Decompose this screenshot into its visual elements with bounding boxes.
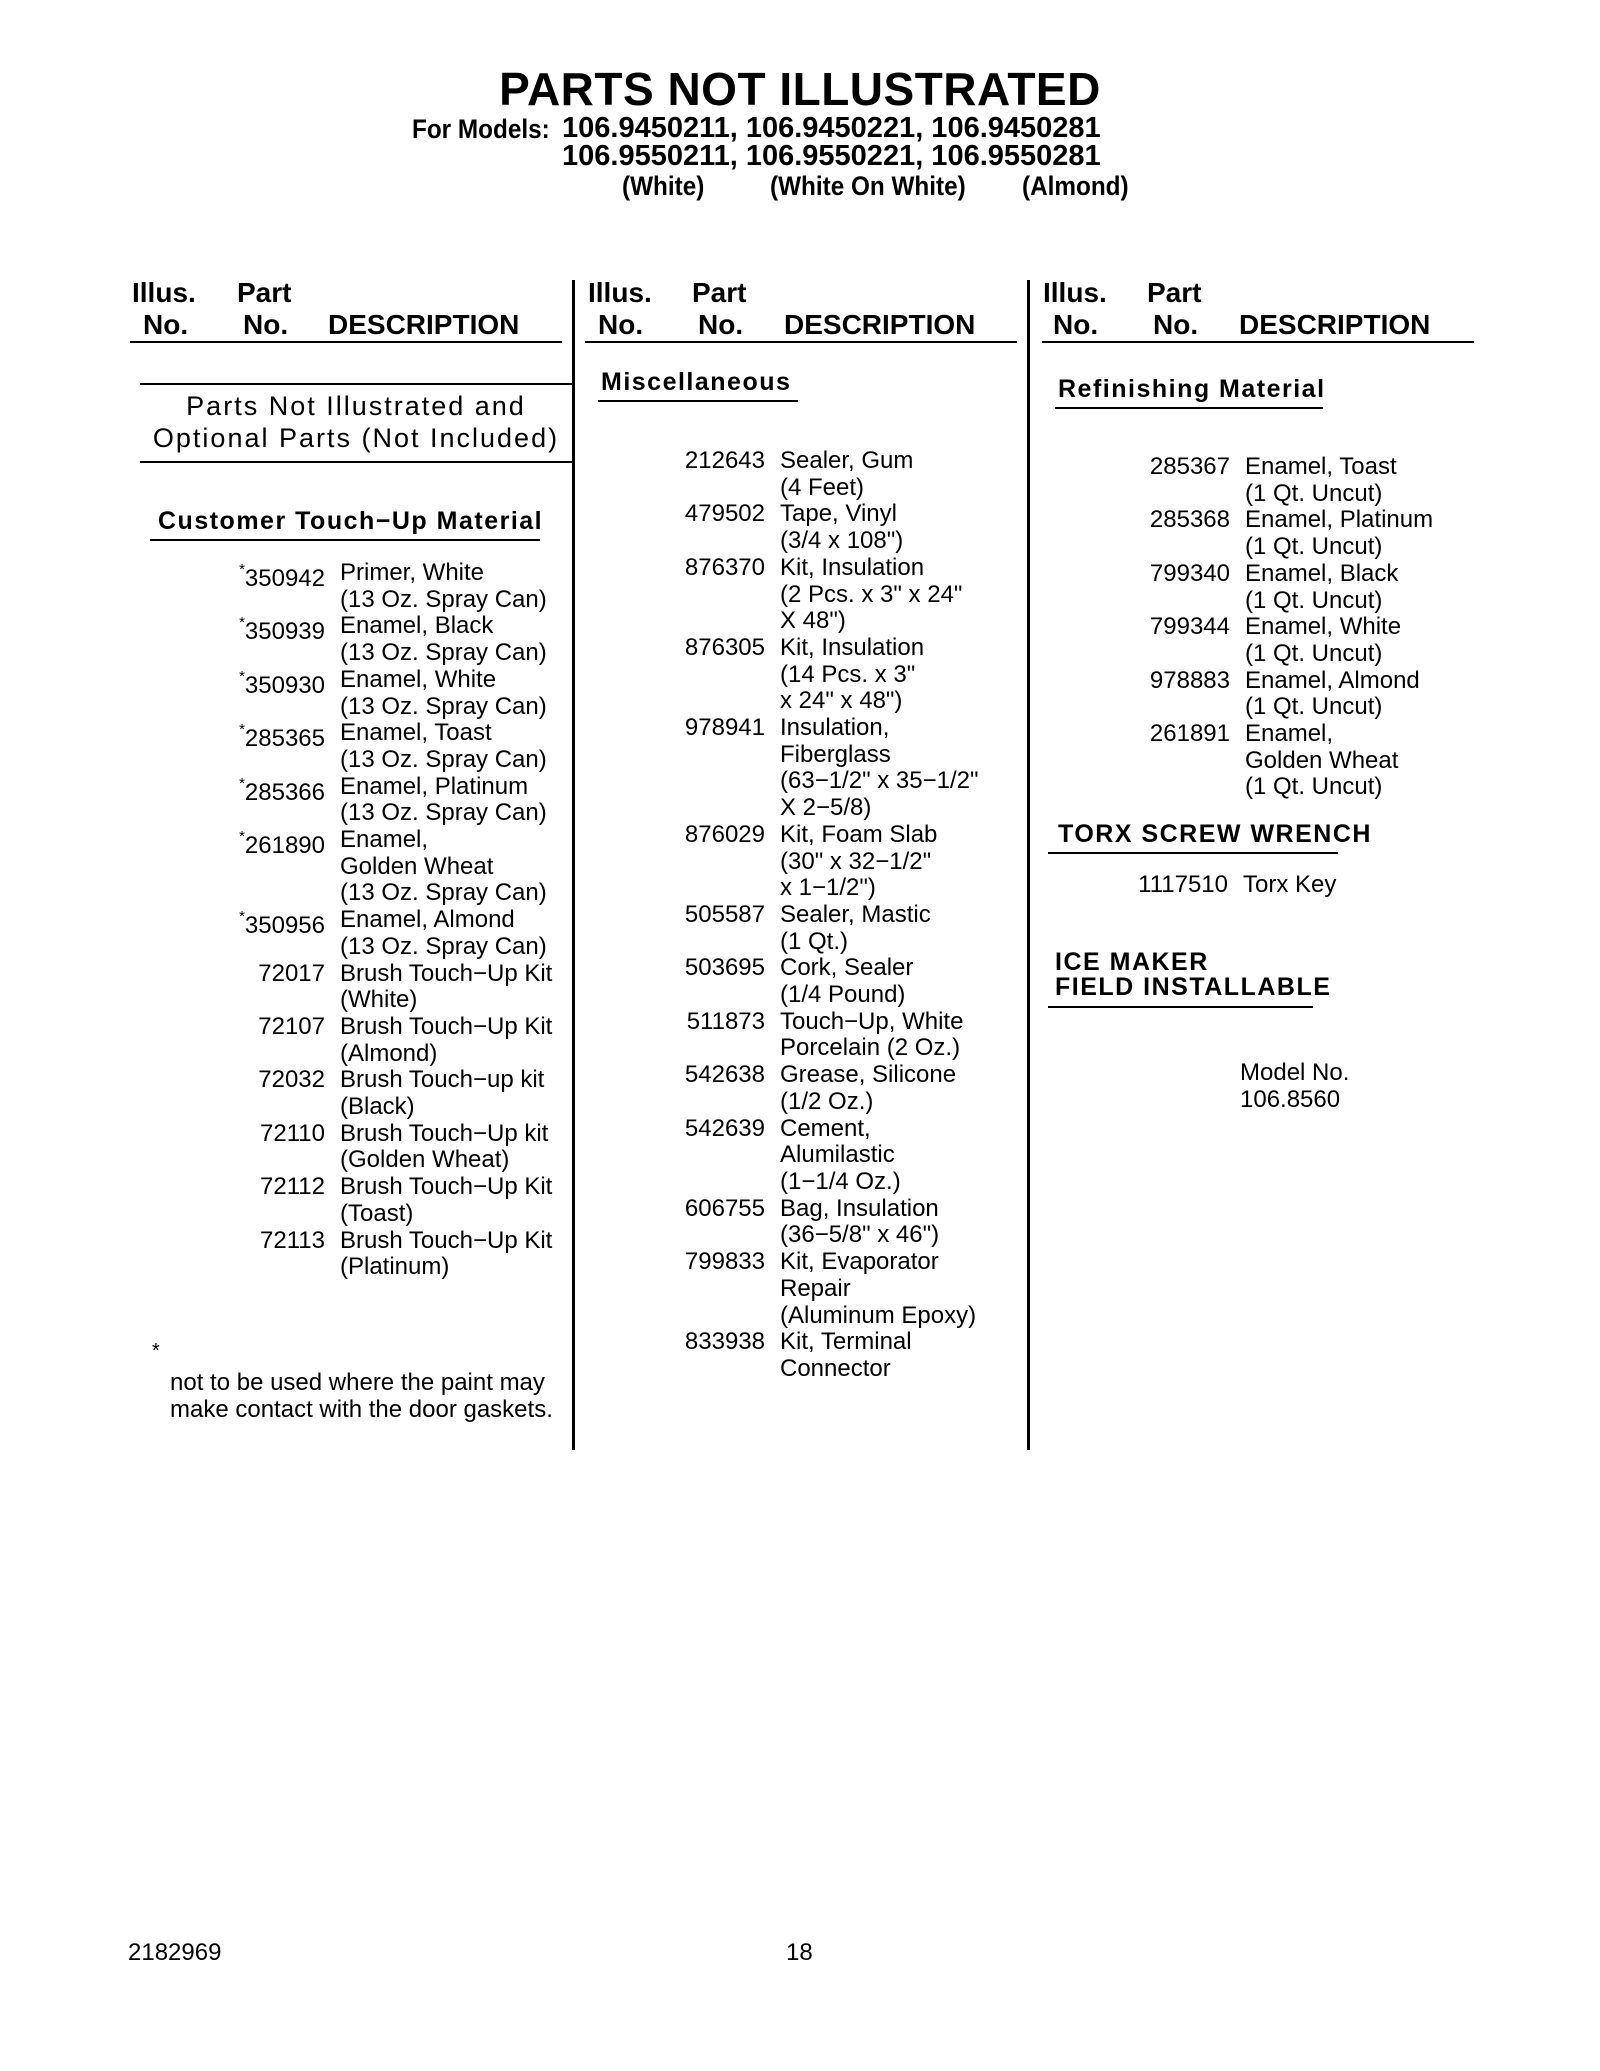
- part-description: [765, 1116, 901, 1196]
- description-header: DESCRIPTION: [1239, 309, 1431, 340]
- description-line: Enamel, White: [1245, 613, 1402, 641]
- description-line: Kit, Insulation: [780, 553, 925, 581]
- model-no-label: Model No.: [1240, 1059, 1350, 1086]
- description-line: Enamel,: [340, 826, 429, 854]
- part-number-text: 72112: [260, 1173, 325, 1201]
- part-description: [1230, 721, 1398, 801]
- part-description: [765, 902, 931, 955]
- part-number: [230, 560, 325, 613]
- description-line: (36−5/8" x 46"): [780, 1221, 940, 1249]
- part-row: [230, 667, 552, 720]
- section-rule-torx: [1048, 852, 1338, 854]
- description-line: (Toast): [340, 1199, 414, 1227]
- description-line: (Platinum): [340, 1253, 450, 1281]
- description-line: (2 Pcs. x 3" x 24": [780, 580, 963, 608]
- part-number: [1130, 614, 1230, 667]
- part-number-text: 350930: [244, 671, 325, 699]
- description-line: (13 Oz. Spray Can): [340, 745, 547, 773]
- part-number: [660, 448, 765, 501]
- description-line: x 1−1/2"): [780, 874, 876, 902]
- part-description: [325, 1067, 544, 1120]
- color-white: (White): [622, 171, 705, 201]
- part-description: [765, 822, 937, 902]
- part-description: [325, 907, 547, 960]
- description-line: (4 Feet): [780, 473, 865, 501]
- part-description: [1230, 454, 1397, 507]
- part-number: [230, 774, 325, 827]
- section-title-customer-touch-up: Customer Touch−Up Material: [158, 507, 544, 535]
- part-number: [230, 1067, 325, 1120]
- illus-header: Illus.: [588, 277, 652, 308]
- description-line: Porcelain (2 Oz.): [780, 1034, 961, 1062]
- part-row: [1130, 721, 1433, 801]
- part-number-text: 503695: [684, 954, 765, 982]
- part-description: [765, 1329, 912, 1382]
- part-description: Torx Key: [1243, 871, 1337, 898]
- description-line: (1 Qt.): [780, 927, 849, 955]
- part-number: [660, 902, 765, 955]
- part-description: [325, 1014, 552, 1067]
- part-number: [660, 1249, 765, 1329]
- part-row: [230, 1121, 552, 1174]
- part-number-text: 799340: [1149, 559, 1230, 587]
- part-header: Part: [1147, 277, 1202, 308]
- description-line: Enamel, Platinum: [340, 772, 529, 800]
- color-almond: (Almond): [1022, 171, 1129, 201]
- description-header: DESCRIPTION: [784, 309, 976, 340]
- asterisk-mark: *: [239, 561, 245, 578]
- part-row: [230, 613, 552, 666]
- parts-list-miscellaneous: [660, 448, 979, 1383]
- part-number: [660, 1009, 765, 1062]
- part-description: [765, 1009, 963, 1062]
- description-line: (1 Qt. Uncut): [1245, 586, 1383, 614]
- part-row: [230, 961, 552, 1014]
- column-divider-1: [572, 280, 575, 1450]
- description-line: Brush Touch−Up Kit: [340, 1012, 553, 1040]
- part-number-text: 285365: [244, 725, 325, 753]
- part-number-text: 261891: [1149, 720, 1230, 748]
- part-number-text: 285366: [244, 778, 325, 806]
- part-description: [765, 555, 962, 635]
- part-row: [660, 1062, 979, 1115]
- description-line: Connector: [780, 1354, 891, 1382]
- part-number-text: 72113: [260, 1226, 325, 1254]
- part-number-text: 350939: [244, 618, 325, 646]
- description-line: Enamel,: [1245, 720, 1334, 748]
- description-line: Brush Touch−Up kit: [340, 1119, 549, 1147]
- models-line-2: 106.9550211, 106.9550221, 106.9550281: [562, 140, 1101, 172]
- description-line: Sealer, Mastic: [780, 900, 931, 928]
- box-note: [140, 390, 572, 454]
- section-title-ice-maker: [1055, 950, 1331, 1000]
- part-number: [660, 715, 765, 822]
- part-row: [660, 1009, 979, 1062]
- description-line: Fiberglass: [780, 740, 891, 768]
- torx-row: [1118, 872, 1336, 899]
- description-line: Sealer, Gum: [780, 447, 914, 474]
- description-line: Primer, White: [340, 559, 485, 586]
- part-number: [1130, 507, 1230, 560]
- part-number: [660, 1062, 765, 1115]
- illus-header: Illus.: [132, 277, 196, 308]
- part-row: [660, 902, 979, 955]
- description-line: Insulation,: [780, 714, 890, 742]
- description-line: Alumilastic: [780, 1141, 895, 1169]
- part-number: [660, 501, 765, 554]
- part-row: [660, 555, 979, 635]
- part-number-text: 542638: [684, 1061, 765, 1089]
- box-note-line-2: Optional Parts (Not Included): [152, 423, 560, 453]
- part-number-text: 833938: [684, 1328, 765, 1356]
- part-row: [660, 1329, 979, 1382]
- part-description: [765, 1196, 939, 1249]
- page-title: PARTS NOT ILLUSTRATED: [499, 63, 1101, 115]
- part-row: [1130, 614, 1433, 667]
- description-line: Cork, Sealer: [780, 954, 914, 982]
- box-bottom-rule: [140, 461, 572, 463]
- part-description: [325, 667, 547, 720]
- description-line: Enamel, Toast: [340, 719, 492, 747]
- section-rule-miscellaneous: [598, 400, 798, 402]
- part-description: [765, 1249, 976, 1329]
- description-line: Enamel, Black: [1245, 559, 1399, 587]
- part-row: [1130, 561, 1433, 614]
- part-description: [325, 961, 552, 1014]
- part-row: [660, 955, 979, 1008]
- parts-list-customer-touch-up: [230, 560, 552, 1281]
- description-line: Kit, Foam Slab: [780, 820, 938, 848]
- header-rule-3: [1042, 341, 1474, 343]
- description-line: (63−1/2" x 35−1/2": [780, 767, 979, 795]
- part-row: [660, 1116, 979, 1196]
- part-description: [325, 1121, 548, 1174]
- asterisk-mark: *: [239, 667, 245, 685]
- part-row: [1130, 668, 1433, 721]
- asterisk-mark: *: [239, 721, 245, 739]
- description-line: (30" x 32−1/2": [780, 847, 932, 875]
- description-line: (13 Oz. Spray Can): [340, 585, 547, 613]
- part-number: [660, 635, 765, 715]
- description-line: (3/4 x 108"): [780, 527, 904, 555]
- description-line: Enamel, Platinum: [1245, 506, 1434, 534]
- illus-no-header: No.: [598, 309, 644, 340]
- part-row: [660, 635, 979, 715]
- part-header: Part: [237, 277, 292, 308]
- description-line: (13 Oz. Spray Can): [340, 692, 547, 720]
- part-number-text: 285367: [1149, 453, 1230, 480]
- part-row: [230, 560, 552, 613]
- part-number: [230, 1228, 325, 1281]
- section-rule-customer-touch-up: [150, 539, 540, 541]
- asterisk-mark: *: [239, 774, 245, 792]
- header-rule-1: [130, 341, 562, 343]
- part-number-text: 72017: [258, 959, 325, 987]
- box-top-rule: [140, 383, 572, 385]
- part-row: [230, 1228, 552, 1281]
- description-line: Repair: [780, 1274, 851, 1302]
- part-description: [765, 501, 903, 554]
- part-number-text: 511873: [686, 1007, 765, 1035]
- part-description: [765, 635, 924, 715]
- part-row: [230, 774, 552, 827]
- section-rule-ice-maker: [1048, 1006, 1313, 1008]
- description-line: Kit, Terminal: [780, 1328, 912, 1356]
- part-description: [765, 955, 913, 1008]
- footnote: not to be used where the paint may make contact with the door gaskets.: [170, 1369, 553, 1423]
- description-line: (Black): [340, 1093, 415, 1121]
- description-line: Kit, Evaporator: [780, 1248, 939, 1276]
- section-rule-refinishing: [1055, 407, 1323, 409]
- description-line: (13 Oz. Spray Can): [340, 932, 547, 960]
- header-rule-2: [585, 341, 1017, 343]
- description-line: (13 Oz. Spray Can): [340, 799, 547, 827]
- description-line: X 48"): [780, 607, 846, 635]
- part-row: [230, 1014, 552, 1067]
- part-number-text: 479502: [684, 500, 765, 528]
- part-number-text: 978883: [1149, 666, 1230, 694]
- part-row: [660, 448, 979, 501]
- part-row: [230, 907, 552, 960]
- ice-maker-model: [1240, 1059, 1349, 1113]
- part-number: [230, 720, 325, 773]
- part-number-text: 212643: [684, 447, 765, 474]
- description-line: (1/2 Oz.): [780, 1087, 874, 1115]
- part-description: [325, 827, 547, 907]
- column-divider-2: [1027, 280, 1030, 1450]
- section-title-torx: TORX SCREW WRENCH: [1058, 820, 1372, 848]
- description-line: x 24" x 48"): [780, 687, 903, 715]
- part-number-text: 978941: [684, 714, 765, 742]
- description-line: (13 Oz. Spray Can): [340, 879, 547, 907]
- part-row: [660, 715, 979, 822]
- description-line: Enamel, Toast: [1245, 453, 1397, 480]
- part-number: [1130, 454, 1230, 507]
- part-number-text: 542639: [684, 1114, 765, 1142]
- part-number: [230, 827, 325, 907]
- part-number-text: 799344: [1149, 613, 1230, 641]
- part-number: [230, 1174, 325, 1227]
- description-line: Enamel, Black: [340, 612, 494, 640]
- part-no-header: No.: [1153, 309, 1199, 340]
- part-description: [1230, 507, 1433, 560]
- part-no-header: No.: [698, 309, 744, 340]
- part-description: [765, 448, 913, 501]
- part-row: [1130, 507, 1433, 560]
- part-description: [325, 774, 547, 827]
- description-line: (1 Qt. Uncut): [1245, 773, 1383, 801]
- part-number: [230, 1014, 325, 1067]
- part-number: [660, 822, 765, 902]
- part-number-text: 72107: [258, 1012, 325, 1040]
- part-row: [660, 1196, 979, 1249]
- box-note-line-1: Parts Not Illustrated and: [186, 391, 526, 421]
- part-number-text: 606755: [684, 1194, 765, 1222]
- part-number-text: 876029: [684, 820, 765, 848]
- description-line: (1 Qt. Uncut): [1245, 693, 1383, 721]
- asterisk-mark: *: [239, 908, 245, 926]
- part-row: [660, 501, 979, 554]
- illus-no-header: No.: [1053, 309, 1099, 340]
- description-line: Brush Touch−Up Kit: [340, 1226, 553, 1254]
- section-title-refinishing: Refinishing Material: [1058, 375, 1326, 403]
- part-description: [1230, 614, 1401, 667]
- part-number: [660, 955, 765, 1008]
- part-row: [230, 1067, 552, 1120]
- part-description: [765, 715, 979, 822]
- description-line: Golden Wheat: [340, 852, 494, 880]
- part-row: [230, 1174, 552, 1227]
- part-row: [230, 720, 552, 773]
- description-line: (Golden Wheat): [340, 1146, 510, 1174]
- description-line: Tape, Vinyl: [780, 500, 897, 528]
- part-number: [660, 1116, 765, 1196]
- part-number: [1130, 668, 1230, 721]
- description-line: (1−1/4 Oz.): [780, 1167, 901, 1195]
- part-row: [660, 822, 979, 902]
- part-number-text: 72110: [260, 1119, 325, 1147]
- model-no-value: 106.8560: [1240, 1086, 1341, 1113]
- part-header: Part: [692, 277, 747, 308]
- part-number-text: 350956: [244, 912, 325, 940]
- part-description: [325, 720, 547, 773]
- part-description: [765, 1062, 956, 1115]
- description-line: Golden Wheat: [1245, 746, 1399, 774]
- part-number-text: 799833: [684, 1248, 765, 1276]
- description-line: (White): [340, 986, 418, 1014]
- part-number-text: 72032: [258, 1066, 325, 1094]
- description-line: (Aluminum Epoxy): [780, 1301, 977, 1329]
- description-line: Enamel, Almond: [340, 906, 515, 934]
- description-line: Brush Touch−up kit: [340, 1066, 545, 1094]
- part-number: 1117510: [1138, 871, 1228, 898]
- models-label: For Models:: [412, 114, 550, 144]
- part-row: [1130, 454, 1433, 507]
- part-number: [230, 1121, 325, 1174]
- part-description: [325, 1228, 552, 1281]
- part-number: [230, 907, 325, 960]
- models-line-1: 106.9450211, 106.9450221, 106.9450281: [562, 112, 1101, 144]
- description-line: Brush Touch−Up Kit: [340, 959, 553, 987]
- part-number-text: 505587: [684, 900, 765, 928]
- description-line: (1 Qt. Uncut): [1245, 479, 1383, 507]
- asterisk-mark: *: [239, 614, 245, 632]
- description-line: Cement,: [780, 1114, 871, 1142]
- description-line: (1/4 Pound): [780, 981, 906, 1009]
- description-line: X 2−5/8): [780, 794, 872, 822]
- description-line: Brush Touch−Up Kit: [340, 1173, 553, 1201]
- description-header: DESCRIPTION: [328, 309, 520, 340]
- description-line: Kit, Insulation: [780, 633, 925, 661]
- part-no-header: No.: [243, 309, 289, 340]
- parts-list-refinishing: [1130, 454, 1433, 801]
- part-number: [1130, 721, 1230, 801]
- description-line: Grease, Silicone: [780, 1061, 957, 1089]
- ice-maker-line-1: ICE MAKER: [1055, 948, 1209, 976]
- ice-maker-line-2: FIELD INSTALLABLE: [1055, 973, 1332, 1001]
- part-description: [1230, 561, 1398, 614]
- illus-no-header: No.: [143, 309, 189, 340]
- part-number: [230, 961, 325, 1014]
- description-line: (Almond): [340, 1039, 438, 1067]
- part-number: [660, 1329, 765, 1382]
- part-description: [325, 1174, 552, 1227]
- part-row: [660, 1249, 979, 1329]
- color-white-on-white: (White On White): [770, 171, 966, 201]
- description-line: (1 Qt. Uncut): [1245, 533, 1383, 561]
- part-number-text: 261890: [244, 832, 325, 860]
- part-number: [1130, 561, 1230, 614]
- part-number-text: 285368: [1149, 506, 1230, 534]
- part-description: [325, 560, 547, 613]
- part-number: [230, 613, 325, 666]
- description-line: Touch−Up, White: [780, 1007, 964, 1035]
- section-title-miscellaneous: Miscellaneous: [601, 368, 792, 396]
- description-line: Enamel, Almond: [1245, 666, 1420, 694]
- part-number-text: 876370: [684, 553, 765, 581]
- footnote-mark: *: [152, 1340, 160, 1362]
- page-number: 18: [786, 1939, 813, 1966]
- part-number: [660, 555, 765, 635]
- part-number-text: 350942: [244, 565, 325, 592]
- document-number: 2182969: [128, 1939, 222, 1966]
- part-description: [325, 613, 547, 666]
- description-line: Enamel, White: [340, 665, 497, 693]
- illus-header: Illus.: [1043, 277, 1107, 308]
- description-line: (14 Pcs. x 3": [780, 660, 916, 688]
- part-description: [1230, 668, 1420, 721]
- part-number: [230, 667, 325, 720]
- description-line: (13 Oz. Spray Can): [340, 639, 547, 667]
- description-line: (1 Qt. Uncut): [1245, 639, 1383, 667]
- part-row: [230, 827, 552, 907]
- part-number-text: 876305: [684, 633, 765, 661]
- asterisk-mark: *: [239, 828, 245, 846]
- description-line: Bag, Insulation: [780, 1194, 939, 1222]
- part-number: [660, 1196, 765, 1249]
